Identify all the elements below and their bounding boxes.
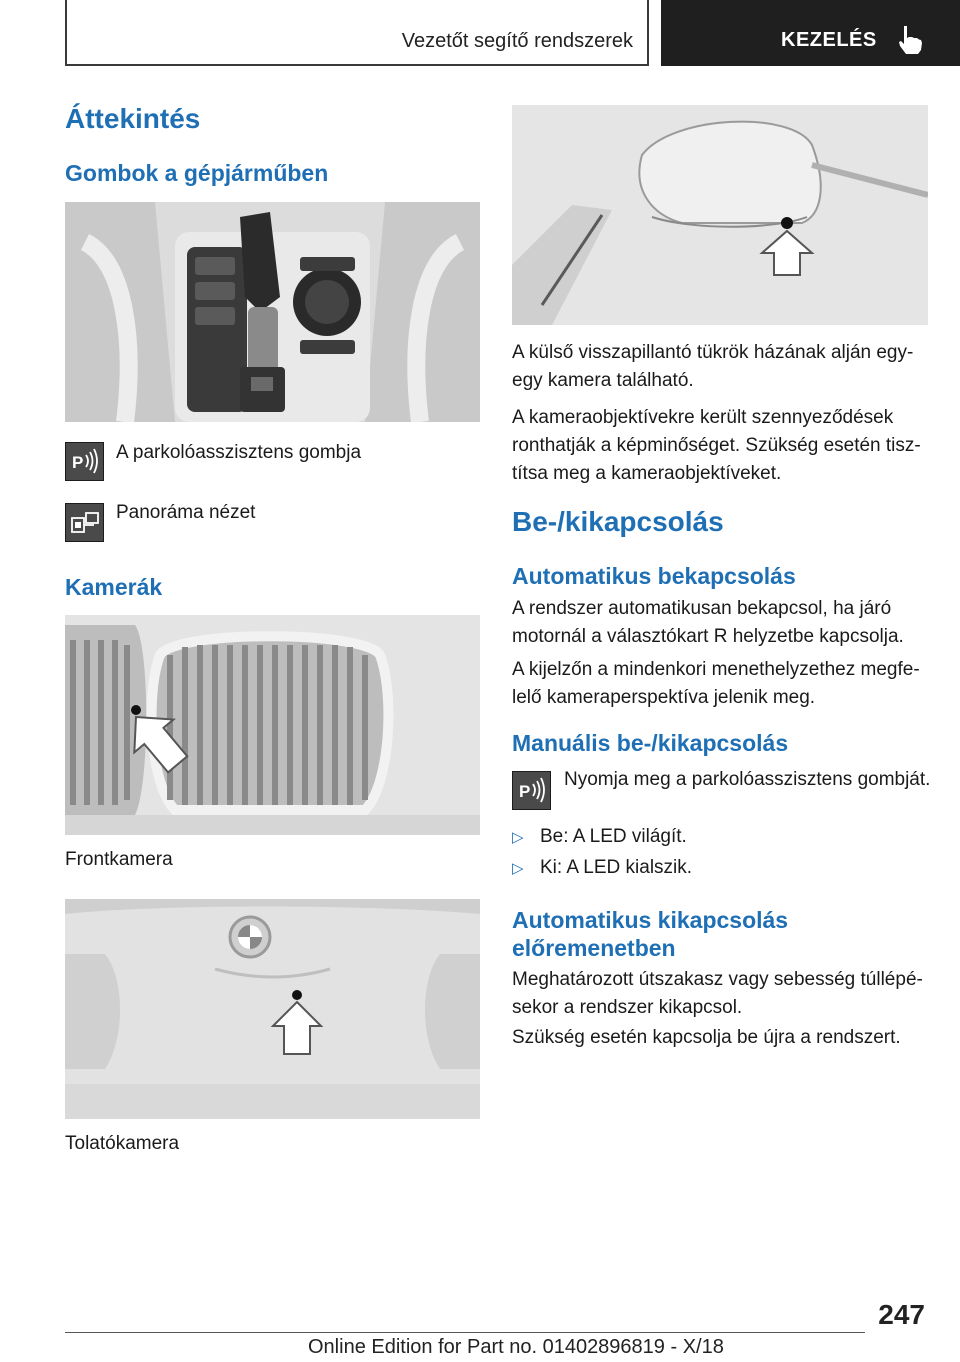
panorama-label: Panoráma nézet bbox=[116, 502, 256, 523]
bullet-off-text: Ki: A LED kialszik. bbox=[540, 857, 693, 878]
console-buttons-image bbox=[65, 202, 480, 422]
footer-divider bbox=[65, 1332, 865, 1333]
auto-off-heading-line-1: Automatikus kikapcsolás bbox=[512, 907, 789, 933]
park-assist-icon bbox=[513, 772, 550, 809]
dirt-text-line-1: A kameraobjektívekre került szennyeződések bbox=[512, 407, 894, 428]
mirror-text-line-2: egy kamera található. bbox=[512, 370, 694, 391]
panorama-view-button bbox=[65, 503, 104, 542]
manual-heading: Manuális be-/kikapcsolás bbox=[512, 730, 789, 756]
onoff-heading: Be-/kikapcsolás bbox=[512, 506, 724, 537]
auto-off-text-line-3: Szükség esetén kapcsolja be újra a rendszert. bbox=[512, 1027, 901, 1048]
panorama-view-icon bbox=[66, 504, 103, 541]
front-camera-caption: Frontkamera bbox=[65, 849, 173, 870]
auto-on-heading: Automatikus bekapcsolás bbox=[512, 563, 796, 589]
rear-camera-image bbox=[65, 899, 480, 1119]
section-title: Vezetőt segítő rendszerek bbox=[401, 30, 633, 52]
pointing-hand-icon bbox=[895, 24, 925, 56]
park-assist-icon bbox=[66, 443, 103, 480]
auto-on-text-line-1: A rendszer automatikusan bekapcsol, ha járó bbox=[512, 598, 892, 619]
auto-off-text-line-2: sekor a rendszer kikapcsol. bbox=[512, 997, 743, 1018]
park-assist-button-manual bbox=[512, 771, 551, 810]
rear-camera-caption: Tolatókamera bbox=[65, 1133, 180, 1154]
auto-on-text-line-4: lelő kameraperspektíva jelenik meg. bbox=[512, 687, 816, 708]
front-camera-image bbox=[65, 615, 480, 835]
dirt-text-line-3: títsa meg a kameraobjektíveket. bbox=[512, 463, 782, 484]
bullet-on-text: Be: A LED világít. bbox=[540, 826, 687, 847]
auto-on-text-line-3: A kijelzőn a mindenkori menethelyzethez megfe- bbox=[512, 659, 920, 680]
park-assist-button bbox=[65, 442, 104, 481]
buttons-heading: Gombok a gépjárműben bbox=[65, 160, 329, 186]
manual-text: Nyomja meg a parkolóasszisztens gombját. bbox=[564, 769, 931, 790]
svg-text:P: P bbox=[72, 453, 84, 472]
chapter-tab bbox=[661, 0, 960, 66]
auto-off-heading-line-2: előremenetben bbox=[512, 935, 676, 961]
bullet-triangle-icon: ▷ bbox=[512, 829, 524, 846]
svg-text:P: P bbox=[519, 782, 531, 801]
page-number: 247 bbox=[878, 1299, 925, 1330]
park-assist-label: A parkolóasszisztens gombja bbox=[116, 442, 362, 463]
bullet-triangle-icon: ▷ bbox=[512, 860, 524, 877]
chapter-label: KEZELÉS bbox=[781, 29, 877, 51]
dirt-text-line-2: ronthatják a képminőséget. Szükség esetén tisz- bbox=[512, 435, 921, 456]
side-mirror-camera-image bbox=[512, 105, 928, 325]
auto-on-text-line-2: motornál a választókart R helyzetbe kapcsolja. bbox=[512, 626, 904, 647]
page-title: Áttekintés bbox=[65, 103, 201, 134]
mirror-text-line-1: A külső visszapillantó tükrök házának alján egy- bbox=[512, 342, 914, 363]
footer-edition: Online Edition for Part no. 01402896819 - X/18 bbox=[308, 1336, 724, 1358]
cameras-heading: Kamerák bbox=[65, 574, 163, 600]
header-section-box bbox=[65, 0, 649, 66]
auto-off-text-line-1: Meghatározott útszakasz vagy sebesség túllépé- bbox=[512, 969, 923, 990]
